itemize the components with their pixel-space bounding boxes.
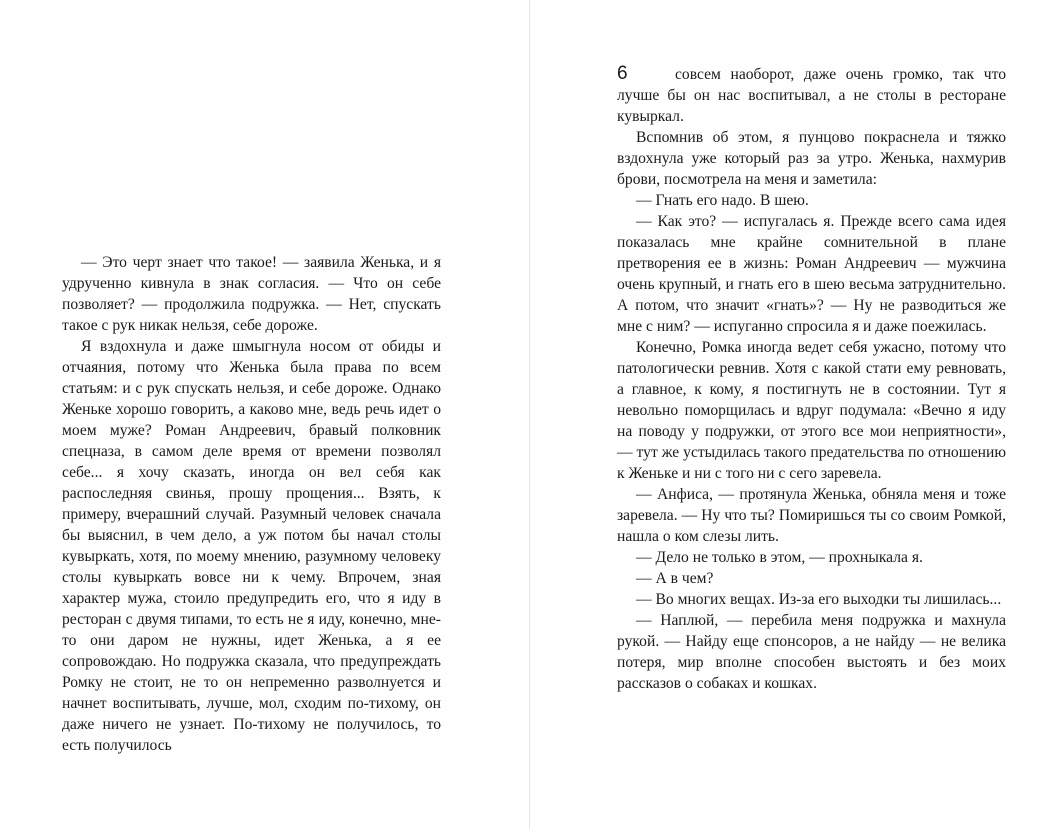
paragraph: — Наплюй, — перебила меня подружка и махнула рукой. — Найду еще спонсоров, а не найду — не велика потеря, мир вполне способен выстоять и без моих рассказов о собаках и кошках. <box>617 612 1006 692</box>
paragraph: Конечно, Ромка иногда ведет себя ужасно, потому что патологически ревнив. Хотя с какой стати ему ревновать, а главное, к кому, я постигнуть не в состоянии. Тут я невольно поморщилась и вдруг подумала: «Вечно я иду на поводу у подружки, от этого все мои неприятности», — тут же устыдилась такого предательства по отношению к Женьке и ни с того ни с сего заревела. <box>617 339 1006 482</box>
paragraph: Я вздохнула и даже шмыгнула носом от обиды и отчаяния, потому что Женька была права по всем статьям: и с рук спускать нельзя, и себе дороже. Однако Женьке хорошо говорить, а каково мне, ведь речь идет о моем муже? Роман Андреевич, бравый полковник спецназа, в самом деле время от времени позволял себе... я хочу сказать, иногда он вел себя как распоследняя свинья, прошу прощения... Взять, к примеру, вчерашний случай. Разумный человек сначала бы выяснил, в чем дело, а уж потом бы начал столы кувыркать, хотя, по моему мнению, разумному человеку столы кувыркать вовсе ни к чему. Впрочем, зная характер мужа, стоило предупредить его, что я иду в ресторан с двумя типами, то есть не я иду, конечно, мне-то они даром не нужны, идет Женька, а я ее сопровождаю. Но подружка сказала, что предупреждать Ромку не стоит, не то он непременно разволнуется и начнет воспитывать, лучше, мол, сходим по-тихому, он даже ничего не узнает. По-тихому не получилось, то есть получилось <box>62 338 441 754</box>
paragraph: — Во многих вещах. Из-за его выходки ты лишилась... <box>636 591 1002 608</box>
paragraph: — А в чем? <box>636 570 714 587</box>
continued-paragraph: совсем наоборот, даже очень громко, так что лучше бы он нас воспитывал, а не столы в ресторане кувыркал. <box>617 66 1006 125</box>
page-gutter <box>529 0 530 829</box>
paragraph: — Дело не только в этом, — прохныкала я. <box>636 549 923 566</box>
paragraph: — Гнать его надо. В шею. <box>636 192 809 209</box>
paragraph: — Это черт знает что такое! — заявила Женька, и я удрученно кивнула в знак согласия. — Что он себе позволяет? — продолжила подружка. — Нет, спускать такое с рук никак нельзя, себе дороже. <box>62 254 441 334</box>
right-text-block <box>617 64 1006 694</box>
page-number: 6 <box>617 63 628 84</box>
left-text-block <box>62 252 441 756</box>
paragraph: Вспомнив об этом, я пунцово покраснела и тяжко вздохнула уже который раз за утро. Женька, нахмурив брови, посмотрела на меня и заметила: <box>617 129 1006 188</box>
paragraph: — Анфиса, — протянула Женька, обняла меня и тоже заревела. — Ну что ты? Помиришься ты со своим Ромкой, нашла о ком слезы лить. <box>617 486 1006 545</box>
paragraph: — Как это? — испугалась я. Прежде всего сама идея показалась мне крайне сомнительной в плане претворения ее в жизнь: Роман Андреевич — мужчина очень крупный, и гнать его в шею весьма затруднительно. А потом, что значит «гнать»? — Ну не разводиться же мне с ним? — испуганно спросила я и даже поежилась. <box>617 213 1006 335</box>
